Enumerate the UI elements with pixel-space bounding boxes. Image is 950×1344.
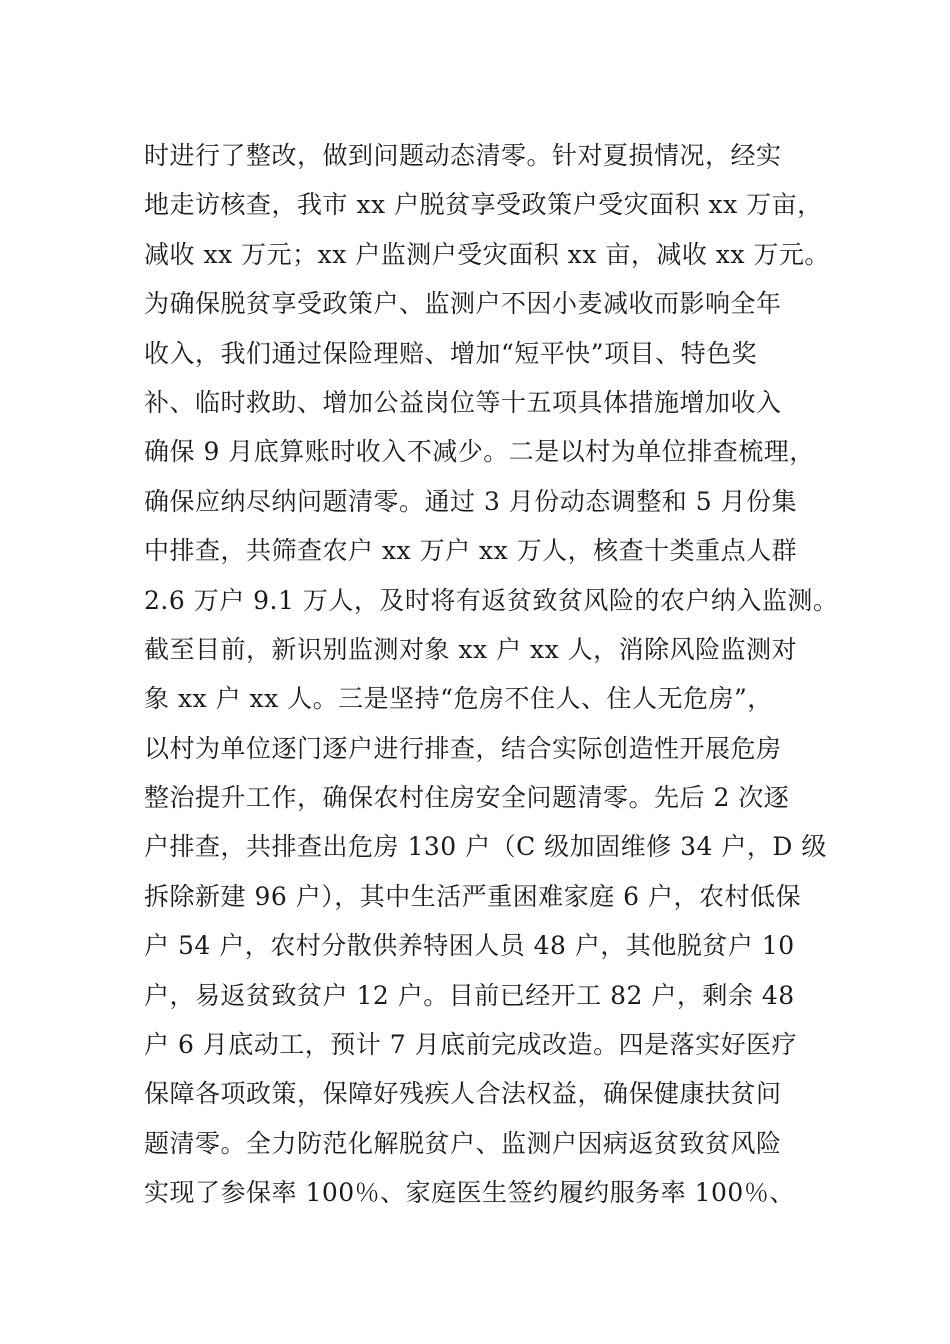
- text-line: 补、临时救助、增加公益岗位等十五项具体措施增加收入: [144, 387, 782, 417]
- text-line: 拆除新建 96 户），其中生活严重困难家庭 6 户，农村低保: [144, 881, 802, 911]
- text-line: 户 54 户，农村分散供养特困人员 48 户，其他脱贫户 10: [144, 931, 795, 961]
- text-line: 时进行了整改，做到问题动态清零。针对夏损情况，经实: [144, 141, 782, 170]
- text-line: 地走访核查，我市 xx 户脱贫享受政策户受灾面积 xx 万亩，: [144, 190, 823, 220]
- text-line: 保障各项政策，保障好残疾人合法权益，确保健康扶贫问: [144, 1079, 782, 1109]
- body-text: [144, 131, 839, 1218]
- text-line: 实现了参保率 100％、家庭医生签约履约服务率 100％、: [144, 1178, 795, 1208]
- text-line: 2.6 万户 9.1 万人，及时将有返贫致贫风险的农户纳入监测。: [144, 585, 839, 615]
- text-line: 截至目前，新识别监测对象 xx 户 xx 人，消除风险监测对: [144, 634, 798, 664]
- text-line: 象 xx 户 xx 人。三是坚持“危房不住人、住人无危房”，: [144, 684, 773, 714]
- text-line: 确保 9 月底算账时收入不减少。二是以村为单位排查梳理，: [144, 437, 815, 467]
- text-line: 中排查，共筛查农户 xx 万户 xx 万人，核查十类重点人群: [144, 536, 798, 566]
- text-line: 收入，我们通过保险理赔、增加“短平快”项目、特色奖: [144, 338, 758, 368]
- text-line: 为确保脱贫享受政策户、监测户不因小麦减收而影响全年: [144, 289, 782, 319]
- text-line: 整治提升工作，确保农村住房安全问题清零。先后 2 次逐: [144, 783, 790, 813]
- text-line: 户 6 月底动工，预计 7 月底前完成改造。四是落实好医疗: [144, 1030, 798, 1060]
- text-line: 户，易返贫致贫户 12 户。目前已经开工 82 户，剩余 48: [144, 980, 795, 1010]
- text-line: 确保应纳尽纳问题清零。通过 3 月份动态调整和 5 月份集: [144, 486, 798, 516]
- text-line: 减收 xx 万元；xx 户监测户受灾面积 xx 亩，减收 xx 万元。: [144, 239, 830, 269]
- text-line: 以村为单位逐门逐户进行排查，结合实际创造性开展危房: [144, 733, 782, 763]
- text-line: 户排查，共排查出危房 130 户（C 级加固维修 34 户，D 级: [144, 832, 827, 862]
- text-line: 题清零。全力防范化解脱贫户、监测户因病返贫致贫风险: [144, 1128, 782, 1158]
